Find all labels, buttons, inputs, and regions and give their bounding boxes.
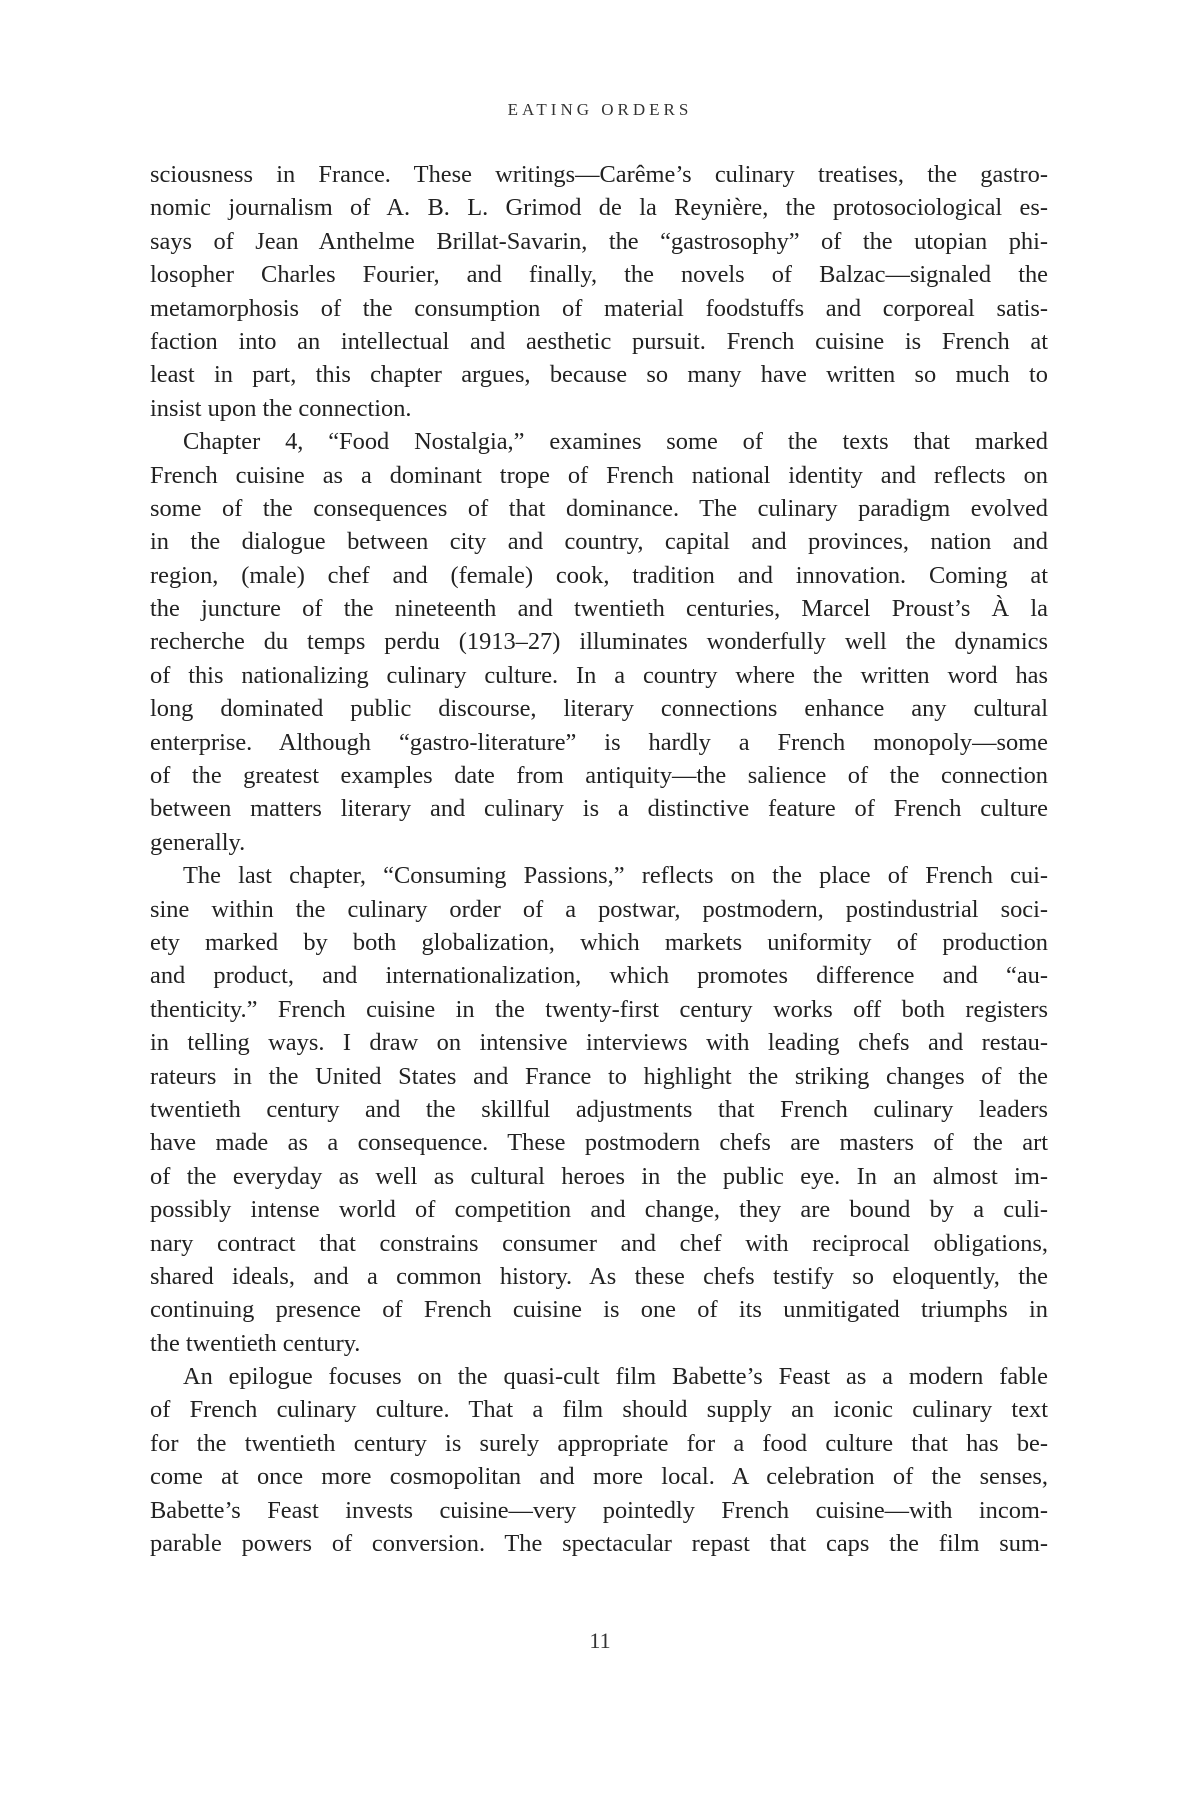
- text-line: nomic journalism of A. B. L. Grimod de la Reynière, the protosociological es-: [150, 194, 1048, 222]
- text-line: generally.: [150, 828, 246, 856]
- text-line: thenticity.” French cuisine in the twenty-first century works off both registers: [150, 995, 1048, 1023]
- text-line: some of the consequences of that dominance. The culinary paradigm evolved: [150, 494, 1048, 522]
- text-line: least in part, this chapter argues, because so many have written so much to: [150, 361, 1048, 389]
- paragraph: [150, 1360, 1048, 1560]
- text-line: have made as a consequence. These postmodern chefs are masters of the art: [150, 1129, 1048, 1157]
- text-line: long dominated public discourse, literary connections enhance any cultural: [150, 695, 1048, 723]
- paragraph: [150, 158, 1048, 425]
- text-line: in telling ways. I draw on intensive interviews with leading chefs and restau-: [150, 1029, 1048, 1057]
- text-line: in the dialogue between city and country, capital and provinces, nation and: [150, 528, 1048, 556]
- text-line: of the greatest examples date from antiquity—the salience of the connection: [150, 762, 1048, 790]
- text-line: An epilogue focuses on the quasi-cult film Babette’s Feast as a modern fable: [183, 1363, 1048, 1391]
- text-line: French cuisine as a dominant trope of French national identity and reflects on: [150, 461, 1048, 489]
- text-line: ety marked by both globalization, which markets uniformity of production: [150, 928, 1048, 956]
- text-line: sine within the culinary order of a postwar, postmodern, postindustrial soci-: [150, 895, 1048, 923]
- text-line: continuing presence of French cuisine is one of its unmitigated triumphs in: [150, 1296, 1048, 1324]
- text-line: Chapter 4, “Food Nostalgia,” examines some of the texts that marked: [183, 428, 1048, 456]
- text-line: twentieth century and the skillful adjustments that French culinary leaders: [150, 1095, 1048, 1123]
- text-line: says of Jean Anthelme Brillat-Savarin, the “gastrosophy” of the utopian phi-: [150, 227, 1048, 255]
- text-line: shared ideals, and a common history. As these chefs testify so eloquently, the: [150, 1262, 1048, 1290]
- text-line: come at once more cosmopolitan and more local. A celebration of the senses,: [150, 1463, 1048, 1491]
- text-line: of French culinary culture. That a film should supply an iconic culinary text: [150, 1396, 1048, 1424]
- text-line: Babette’s Feast invests cuisine—very pointedly French cuisine—with incom-: [150, 1496, 1048, 1524]
- text-line: enterprise. Although “gastro-literature” is hardly a French monopoly—some: [150, 728, 1048, 756]
- text-line: the juncture of the nineteenth and twentieth centuries, Marcel Proust’s À la: [150, 595, 1048, 623]
- text-line: nary contract that constrains consumer and chef with reciprocal obligations,: [150, 1229, 1048, 1257]
- running-head: EATING ORDERS: [507, 100, 693, 119]
- text-line: of this nationalizing culinary culture. In a country where the written word has: [150, 661, 1048, 689]
- text-line: metamorphosis of the consumption of material foodstuffs and corporeal satis-: [150, 294, 1048, 322]
- text-line: sciousness in France. These writings—Carême’s culinary treatises, the gastro-: [150, 161, 1048, 188]
- text-line: for the twentieth century is surely appropriate for a food culture that has be-: [150, 1429, 1048, 1457]
- text-line: region, (male) chef and (female) cook, tradition and innovation. Coming at: [150, 561, 1048, 589]
- page-number: 11: [589, 1628, 611, 1653]
- text-line: The last chapter, “Consuming Passions,” reflects on the place of French cui-: [183, 862, 1048, 890]
- text-line: recherche du temps perdu (1913–27) illuminates wonderfully well the dynamics: [150, 628, 1048, 656]
- text-line: faction into an intellectual and aesthetic pursuit. French cuisine is French at: [150, 327, 1048, 355]
- text-line: between matters literary and culinary is a distinctive feature of French culture: [150, 795, 1048, 823]
- paragraph: [150, 425, 1048, 859]
- text-line: possibly intense world of competition and change, they are bound by a culi-: [150, 1196, 1048, 1224]
- text-line: and product, and internationalization, which promotes difference and “au-: [150, 962, 1048, 990]
- text-line: the twentieth century.: [150, 1329, 361, 1357]
- text-line: parable powers of conversion. The spectacular repast that caps the film sum-: [150, 1530, 1048, 1558]
- body-text: [150, 158, 1048, 1560]
- paragraph: [150, 859, 1048, 1360]
- text-line: rateurs in the United States and France to highlight the striking changes of the: [150, 1062, 1048, 1090]
- text-line: losopher Charles Fourier, and finally, the novels of Balzac—signaled the: [150, 261, 1048, 289]
- text-line: of the everyday as well as cultural heroes in the public eye. In an almost im-: [150, 1162, 1048, 1190]
- text-line: insist upon the connection.: [150, 394, 412, 422]
